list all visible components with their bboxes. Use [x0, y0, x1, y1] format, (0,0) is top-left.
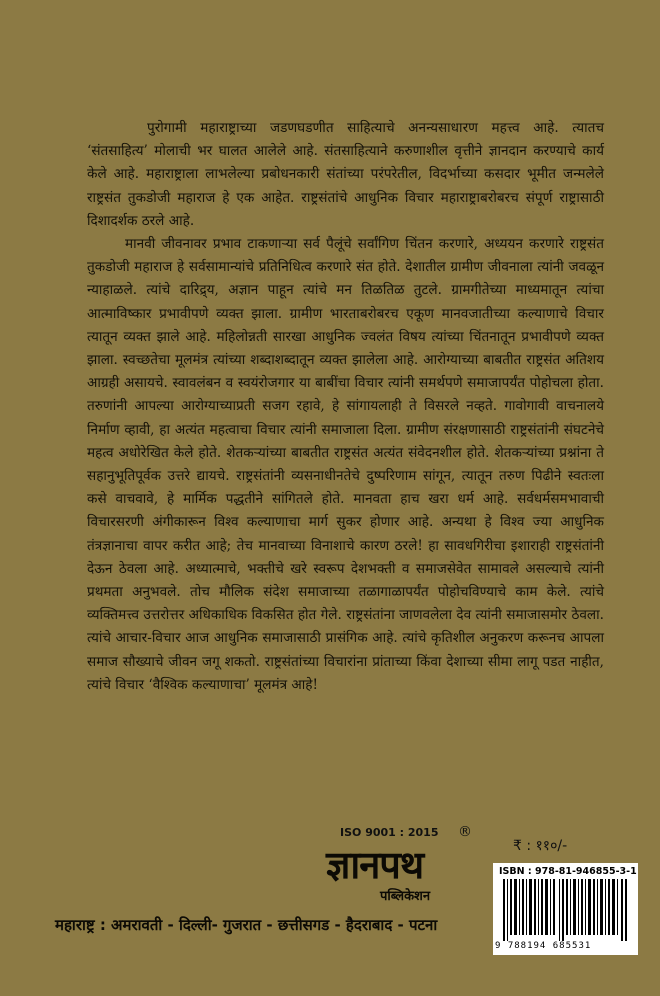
registered-mark: ®: [458, 824, 472, 840]
publisher-name: ज्ञानपथ: [326, 843, 424, 887]
blurb-paragraph-1: पुरोगामी महाराष्ट्राच्या जडणघडणीत साहित्याचे अनन्यसाधारण महत्त्व आहे. त्यातच ‘संतसाहित्य’ मोलाची भर घालत आलेले आहे. संतसाहित्याने करुणाशील वृत्तीने ज्ञानदान करण्याचे कार्य केले आहे. महाराष्ट्राला लाभलेल्या प्रबोधनकारी संतांच्या परंपरेतील, विदर्भाच्या कसदार भूमीत जन्मलेले राष्ट्रसंत तुकडोजी महाराज हे एक आहेत. राष्ट्रसंतांचे आधुनिक विचार महाराष्ट्राबरोबरच संपूर्ण राष्ट्रासाठी दिशादर्शक ठरले आहे.: [87, 120, 604, 229]
price-label: ₹ : ११०/-: [513, 838, 568, 854]
publisher-logo: [318, 826, 488, 908]
blurb-text: [87, 117, 604, 697]
publisher-subtitle: पब्लिकेशन: [380, 889, 431, 904]
publisher-cities: महाराष्ट्र : अमरावती - दिल्ली- गुजरात - छत्तीसगड - हैदराबाद - पटना: [55, 916, 438, 934]
isbn-digits: 9 788194 685531: [495, 941, 592, 951]
blurb-paragraph-2: मानवी जीवनावर प्रभाव टाकणाऱ्या सर्व पैलूंचे सर्वांगिण चिंतन करणारे, अध्ययन करणारे राष्ट्रसंत तुकडोजी महाराज हे सर्वसामान्यांचे प्रतिनिधित्व करणारे संत होते. देशातील ग्रामीण जीवनाला त्यांनी जवळून न्याहाळले. त्यांचे दारिद्र्य, अज्ञान पाहून त्यांचे मन तिळतिळ तुटले. ग्रामगीतेच्या माध्यमातून त्यांचा आत्माविष्कार प्रभावीपणे व्यक्त झाला. ग्रामीण भारताबरोबरच एकूण मानवजातीच्या कल्याणाचे विचार त्यातून व्यक्त झाले आहे. महिलोन्नती सारखा आधुनिक ज्वलंत विषय त्यांच्या चिंतनातून प्रभावीपणे व्यक्त झाला. स्वच्छतेचा मूलमंत्र त्यांच्या शब्दाशब्दातून व्यक्त झालेला आहे. आरोग्याच्या बाबतीत राष्ट्रसंत अतिशय आग्रही असायचे. स्वावलंबन व स्वयंरोजगार या बाबींचा विचार त्यांनी समर्थपणे समाजापर्यंत पोहोचला होता. तरुणांनी आपल्या आरोग्याच्याप्रती सजग रहावे, हे सांगायलाही ते विसरले नव्हते. गावोगावी वाचनालये निर्माण व्हावी, हा अत्यंत महत्वाचा विचार त्यांनी समाजाला दिला. ग्रामीण संरक्षणासाठी राष्ट्रसंतांनी संघटनेचे महत्व अधोरेखित केले होते. शेतकऱ्यांच्या बाबतीत राष्ट्रसंत अत्यंत संवेदनशील होते. शेतकऱ्यांच्या प्रश्नांना ते सहानुभूतिपूर्वक उत्तरे द्यायचे. राष्ट्रसंतांनी व्यसनाधीनतेचे दुष्परिणाम सांगून, त्यातून तरुण पिढीने स्वतःला कसे वाचवावे, हे मार्मिक पद्धतीने सांगितले होते. मानवता हाच खरा धर्म आहे. सर्वधर्मसमभावाची विचारसरणी अंगीकारून विश्व कल्याणाचा मार्ग सुकर होणार आहे. अन्यथा हे विश्व ज्या आधुनिक तंत्रज्ञानाचा वापर करीत आहे; तेच मानवाच्या विनाशाचे कारण ठरले! हा सावधगिरीचा इशाराही राष्ट्रसंतांनी देऊन ठेवला आहे. अध्यात्माचे, भक्तीचे खरे स्वरूप देशभक्ती व समाजसेवेत सामावले असल्याचे त्यांनी प्रथमता अनुभवले. तोच मौलिक संदेश समाजाच्या तळागाळापर्यंत पोहोचविण्याचे काम केले. त्यांचे व्यक्तिमत्त्व उत्तरोत्तर अधिकाधिक विकसित होत गेले. राष्ट्रसंतांना जाणवलेला देव त्यांनी समाजासमोर ठेवला. त्यांचे आचार-विचार आज आधुनिक समाजासाठी प्रासंगिक आहे. त्यांचे कृतिशील अनुकरण करूनच आपला समाज सौख्याचे जीवन जगू शकतो. राष्ट्रसंतांच्या विचारांना प्रांताच्या किंवा देशाच्या सीमा लागू पडत नाहीत, त्यांचे विचार ‘वैश्विक कल्याणाचा’ मूलमंत्र आहे!: [87, 236, 604, 693]
barcode-icon: [503, 879, 628, 941]
isbn-label: ISBN : 978-81-946855-3-1: [499, 866, 637, 877]
isbn-barcode: [493, 863, 638, 955]
iso-certification: ISO 9001 : 2015: [340, 826, 439, 839]
